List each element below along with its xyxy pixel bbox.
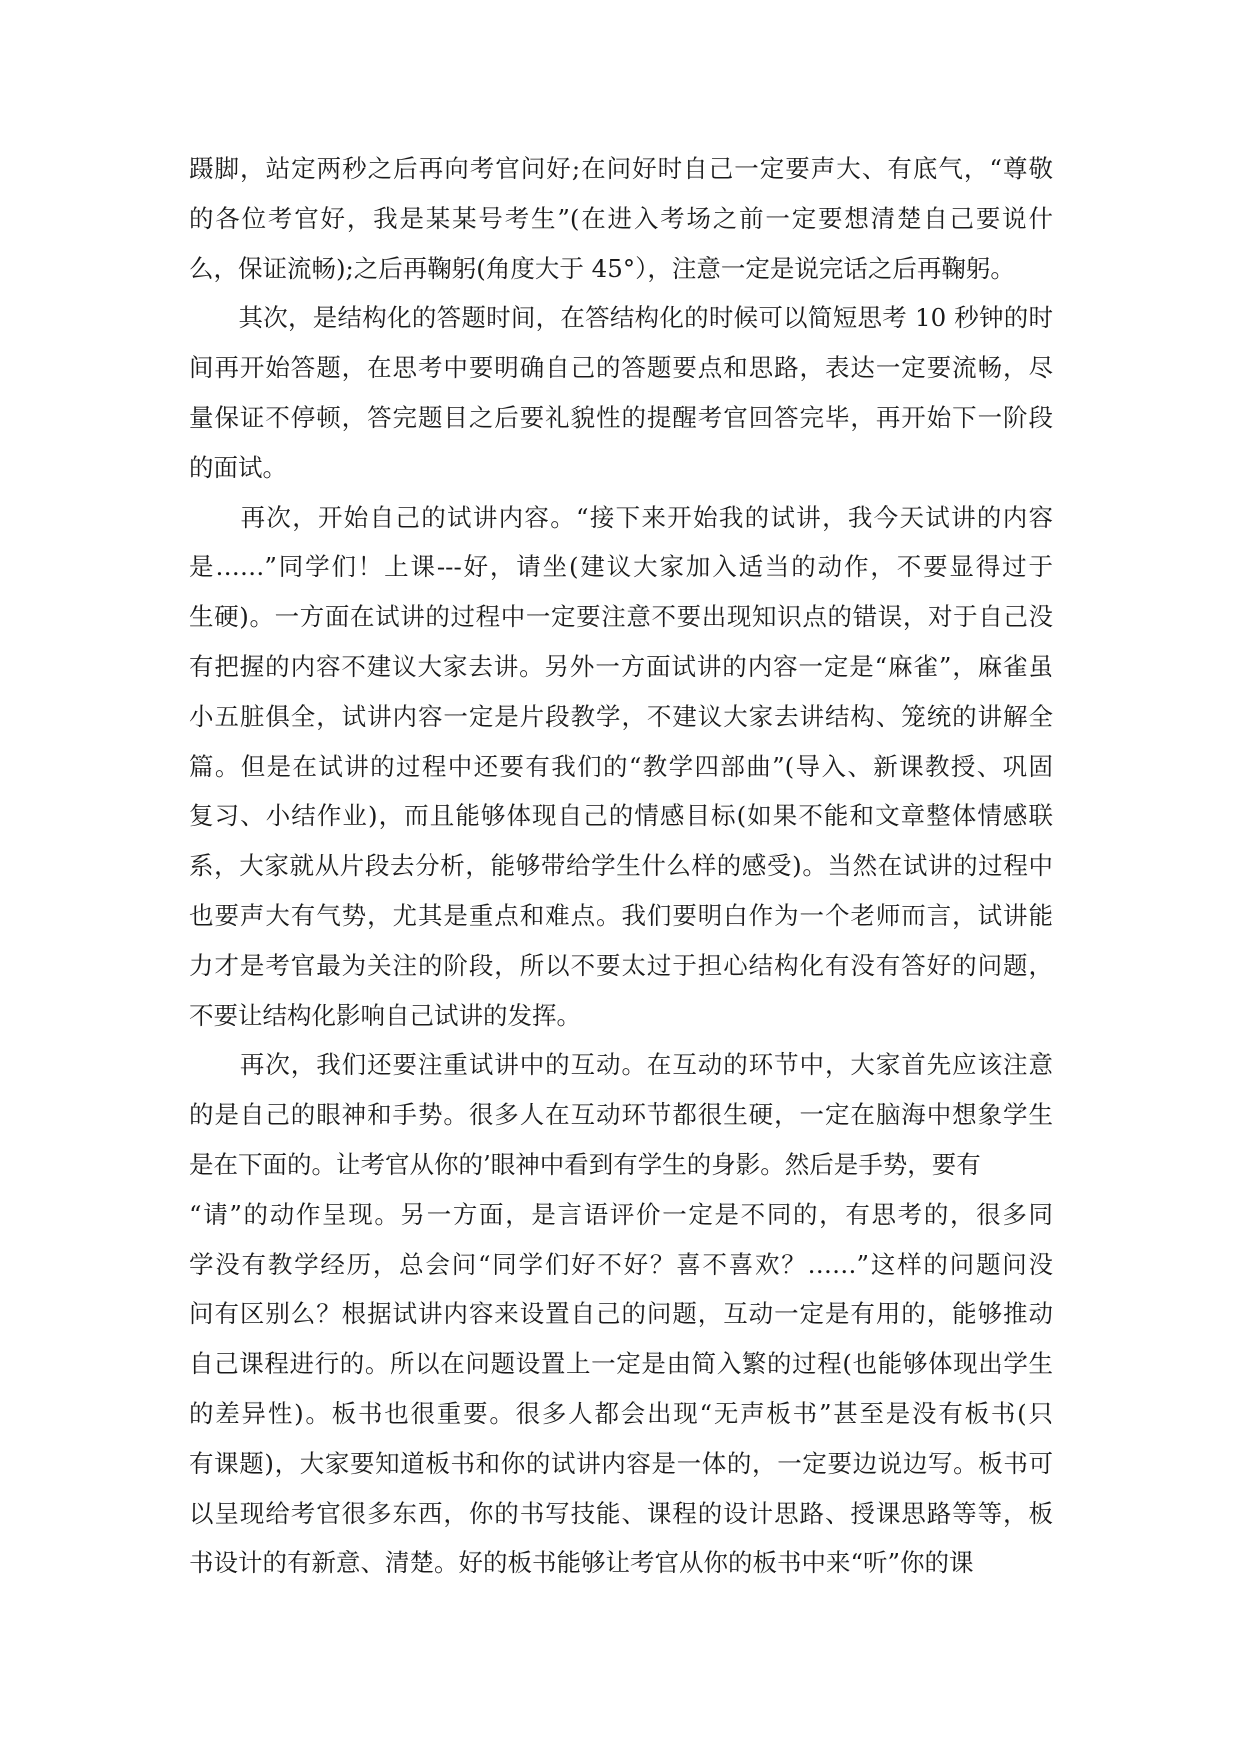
text-line: 的各位考官好，我是某某号考生”(在进入考场之前一定要想清楚自己要说什: [189, 203, 1053, 233]
text-line: 书设计的有新意、清楚。好的板书能够让考官从你的板书中来“听”你的课: [189, 1548, 974, 1578]
text-line: 生硬)。一方面在试讲的过程中一定要注意不要出现知识点的错误，对于自己没: [189, 602, 1053, 632]
text-line: 不要让结构化影响自己试讲的发挥。: [189, 1000, 581, 1030]
text-line: 复习、小结作业)，而且能够体现自己的情感目标(如果不能和文章整体情感联: [189, 801, 1053, 831]
text-line: 再次，我们还要注重试讲中的互动。在互动的环节中，大家首先应该注意: [189, 1050, 1053, 1080]
text-line: “请”的动作呈现。另一方面，是言语评价一定是不同的，有思考的，很多同: [189, 1199, 1053, 1229]
text-line: 的差异性)。板书也很重要。很多人都会出现“无声板书”甚至是没有板书(只: [189, 1398, 1053, 1428]
text-line: 的面试。: [189, 452, 287, 482]
text-line: 自己课程进行的。所以在问题设置上一定是由简入繁的过程(也能够体现出学生: [189, 1349, 1053, 1379]
text-line: 是在下面的。让考官从你的’眼神中看到有学生的身影。然后是手势，要有: [189, 1149, 981, 1179]
text-line: 么，保证流畅);之后再鞠躬(角度大于 45°），注意一定是说完话之后再鞠躬。: [189, 253, 1015, 283]
text-line: 学没有教学经历，总会问“同学们好不好？喜不喜欢？……”这样的问题问没: [189, 1249, 1053, 1279]
text-line: 篇。但是在试讲的过程中还要有我们的“教学四部曲”(导入、新课教授、巩固: [189, 751, 1053, 781]
text-line: 小五脏俱全，试讲内容一定是片段教学，不建议大家去讲结构、笼统的讲解全: [189, 701, 1053, 731]
text-line: 问有区别么？根据试讲内容来设置自己的问题，互动一定是有用的，能够推动: [189, 1299, 1053, 1329]
text-line: 蹑脚，站定两秒之后再向考官问好;在问好时自己一定要声大、有底气，“尊敬: [189, 154, 1053, 183]
text-line: 量保证不停顿，答完题目之后要礼貌性的提醒考官回答完毕，再开始下一阶段: [189, 402, 1053, 432]
text-line: 是……”同学们！上课---好，请坐(建议大家加入适当的动作，不要显得过于: [189, 552, 1053, 582]
text-line: 有课题)，大家要知道板书和你的试讲内容是一体的，一定要边说边写。板书可: [189, 1448, 1053, 1478]
text-line: 再次，开始自己的试讲内容。“接下来开始我的试讲，我今天试讲的内容: [189, 502, 1053, 532]
text-line: 的是自己的眼神和手势。很多人在互动环节都很生硬，一定在脑海中想象学生: [189, 1100, 1053, 1130]
text-line: 力才是考官最为关注的阶段，所以不要太过于担心结构化有没有答好的问题，: [189, 950, 1053, 980]
text-line: 系，大家就从片段去分析，能够带给学生什么样的感受)。当然在试讲的过程中: [189, 851, 1053, 881]
text-line: 也要声大有气势，尤其是重点和难点。我们要明白作为一个老师而言，试讲能: [189, 900, 1053, 930]
text-line: 间再开始答题，在思考中要明确自己的答题要点和思路，表达一定要流畅，尽: [189, 353, 1053, 383]
text-line: 以呈现给考官很多东西，你的书写技能、课程的设计思路、授课思路等等，板: [189, 1498, 1053, 1528]
text-line: 其次，是结构化的答题时间，在答结构化的时候可以简短思考 10 秒钟的时: [189, 303, 1053, 333]
text-line: 有把握的内容不建议大家去讲。另外一方面试讲的内容一定是“麻雀”，麻雀虽: [189, 651, 1053, 681]
document-body: [189, 144, 1053, 1588]
